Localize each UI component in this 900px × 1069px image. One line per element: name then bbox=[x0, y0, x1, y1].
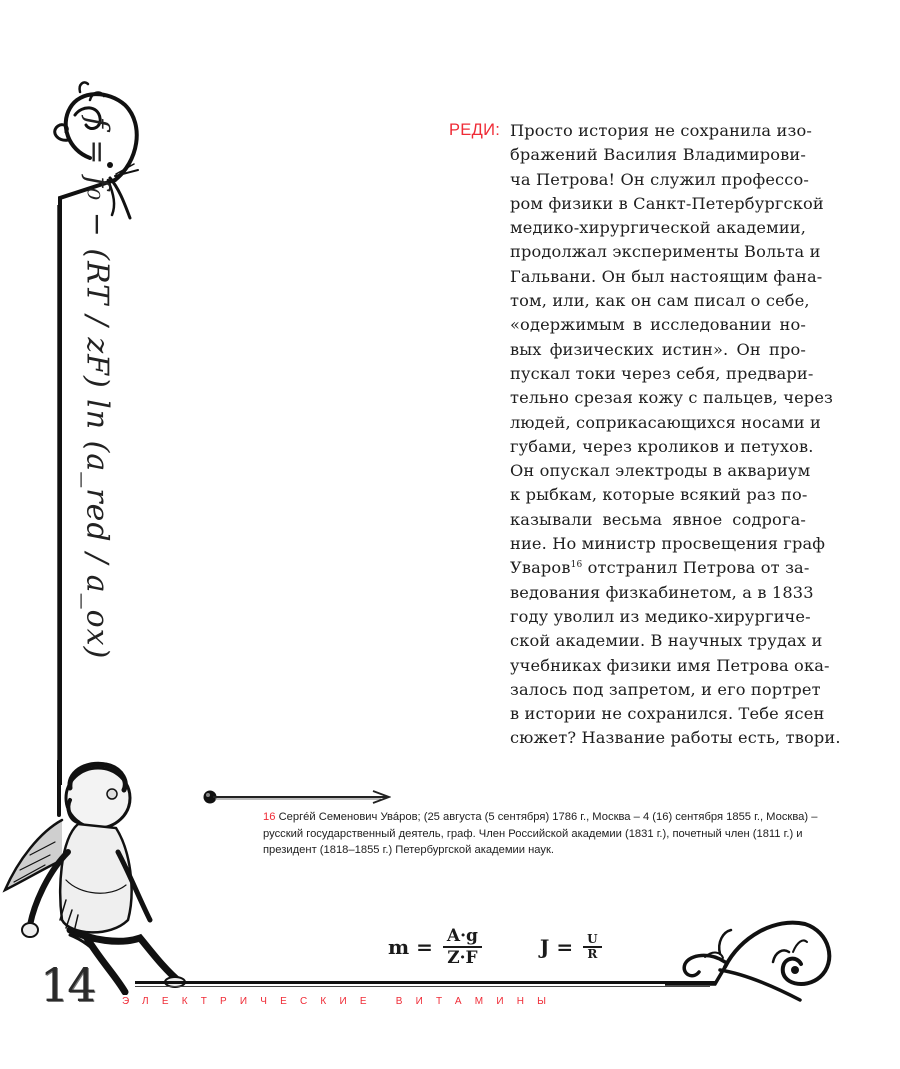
text-line: людей, соприкасающихся носами и bbox=[510, 412, 821, 432]
numerator: A·g bbox=[443, 926, 482, 948]
side-formula bbox=[72, 116, 122, 659]
text-line: залось под запретом, и его портрет bbox=[510, 679, 821, 699]
denominator: R bbox=[587, 947, 598, 961]
text-line: медико-хирургической академии, bbox=[510, 218, 806, 238]
text-line: Он опускал электроды в аквариум bbox=[510, 461, 811, 481]
page-number: 14 bbox=[40, 958, 95, 1012]
text-line: в истории не сохранился. Тебе ясен bbox=[510, 704, 825, 724]
text-line: бражений Василия Владимирови- bbox=[510, 145, 806, 165]
footnote-line: русский государственный деятель, граф. Член Российской академии (1831 г.), почетный член (1811 г.) и bbox=[263, 827, 803, 840]
side-formula-text: f = f₀ − (RT / zF) ln (a_red / a_ox) bbox=[79, 116, 115, 659]
text-fragment: Уваров bbox=[510, 558, 571, 578]
text-line: сюжет? Название работы есть, твори. bbox=[510, 728, 841, 748]
scroll-ornament-icon bbox=[665, 912, 840, 1002]
footnote-line: президент (1818–1855 г.) Петербургской академии наук. bbox=[263, 844, 554, 856]
text-line: «одержимым в исследовании но- bbox=[510, 315, 806, 335]
footnote-reference[interactable]: 16 bbox=[570, 560, 583, 571]
text-line-with-footnote bbox=[510, 556, 810, 580]
text-line: продолжал эксперименты Вольта и bbox=[510, 242, 821, 262]
footnote-number: 16 bbox=[263, 811, 276, 823]
bottom-border-line-thin bbox=[135, 986, 710, 987]
left-border-line bbox=[57, 205, 62, 785]
text-line: пускал токи через себя, предвари- bbox=[510, 363, 814, 383]
text-line: казывали весьма явное содрога- bbox=[510, 509, 806, 529]
text-line: губами, через кроликов и петухов. bbox=[510, 436, 814, 456]
bottom-border-line bbox=[135, 981, 715, 984]
text-line: году уволил из медико-хирургиче- bbox=[510, 606, 811, 626]
text-line: учебниках физики имя Петрова ока- bbox=[510, 655, 830, 675]
formula-lhs: m = bbox=[388, 935, 433, 959]
formula-mass bbox=[388, 926, 482, 968]
text-line: том, или, как он сам писал о себе, bbox=[510, 291, 810, 311]
text-line: ром физики в Санкт-Петербургской bbox=[510, 193, 824, 213]
cherub-icon bbox=[0, 760, 200, 995]
numerator: U bbox=[583, 933, 601, 948]
fraction bbox=[443, 926, 482, 968]
text-line: к рыбкам, которые всякий раз по- bbox=[510, 485, 808, 505]
speaker-label: РЕДИ: bbox=[449, 121, 501, 139]
fraction bbox=[583, 933, 601, 961]
text-line: Гальвани. Он был настоящим фана- bbox=[510, 266, 823, 286]
text-fragment: отстранил Петрова от за- bbox=[587, 558, 810, 578]
footnote bbox=[263, 809, 823, 859]
formulas bbox=[388, 922, 602, 972]
text-line: ча Петрова! Он служил профессо- bbox=[510, 169, 810, 189]
footnote-text: Сергéй Семенович Увáров; (25 августа (5 сентября) 1786 г., Москва – 4 (16) сентября 1855 г., Москва) – bbox=[278, 811, 818, 823]
text-line: вых физических истин». Он про- bbox=[510, 339, 806, 359]
denominator: Z·F bbox=[447, 948, 478, 968]
text-line: ведования физкабинетом, а в 1833 bbox=[510, 582, 814, 602]
text-line: Просто история не сохранила изо- bbox=[510, 121, 812, 140]
dialogue-text bbox=[510, 119, 841, 751]
text-line: ние. Но министр просвещения граф bbox=[510, 534, 826, 554]
text-line: тельно срезая кожу с пальцев, через bbox=[510, 388, 834, 408]
formula-current bbox=[540, 933, 602, 961]
arrow-right-icon bbox=[201, 786, 391, 808]
text-line: ской академии. В научных трудах и bbox=[510, 631, 823, 651]
footnote-line bbox=[263, 809, 823, 826]
running-title: ЭЛЕКТРИЧЕСКИЕ ВИТАМИНЫ bbox=[122, 996, 560, 1007]
formula-lhs: J = bbox=[539, 935, 574, 959]
